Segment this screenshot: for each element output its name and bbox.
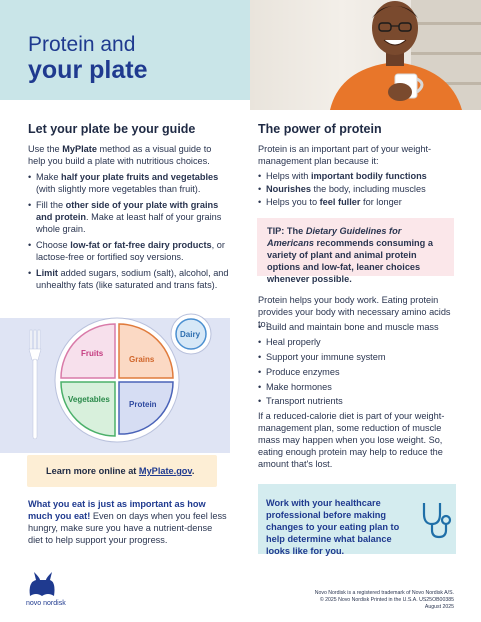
- list-item: [258, 196, 458, 208]
- page-title: [28, 33, 147, 84]
- text-bold: recommends consuming a variety of plant and animal protein options and low-fat, leaner choices whenever possible.: [267, 238, 433, 284]
- work-with-hcp-text: Work with your healthcare professional before making changes to your eating plan to help determine what balance looks like for you.: [266, 498, 400, 556]
- right-intro: Protein is an important part of your weight-management plan because it:: [258, 144, 432, 166]
- fork-icon: [29, 330, 41, 439]
- list-item: [258, 170, 458, 182]
- text-bold: low-fat or fat-free dairy products: [70, 240, 212, 250]
- left-closing: [28, 498, 228, 546]
- text-run: method as a visual guide to help you build a plate with nutritious choices.: [28, 144, 212, 166]
- text-run: . Make at least half of your grains whole grain.: [36, 212, 222, 234]
- protein-label: Protein: [129, 400, 157, 409]
- myplate-bold: MyPlate: [62, 144, 97, 154]
- list-item: • Heal properly: [258, 336, 458, 348]
- hero-photo: [250, 0, 481, 110]
- list-item: • Produce enzymes: [258, 366, 458, 378]
- text-run: Helps you to: [266, 197, 320, 207]
- list-item: [258, 183, 458, 195]
- stethoscope-icon: [418, 500, 454, 540]
- text-bold: Nourishes: [266, 184, 311, 194]
- list-item: [28, 267, 233, 291]
- title-line-1: Protein and: [28, 33, 136, 56]
- legal-line: Novo Nordisk is a registered trademark of Novo Nordisk A/S.: [314, 590, 454, 596]
- text-run: Choose: [36, 240, 71, 250]
- fruits-label: Fruits: [81, 349, 104, 358]
- list-item: • Transport nutrients: [258, 395, 458, 407]
- text-run: Even on days when you feel less hungry, make sure you have a nutrient-dense diet to help support your progress.: [28, 511, 227, 545]
- list-item: [28, 239, 233, 263]
- text-run: Helps with: [266, 171, 311, 181]
- text-run: , or lactose-free or fortified soy versions.: [36, 240, 225, 262]
- brand-wordmark: novo nordisk: [26, 600, 66, 607]
- list-item: • Support your immune system: [258, 351, 458, 363]
- text-run: .: [191, 466, 195, 476]
- list-item: [28, 199, 233, 235]
- text-run: Fill the: [36, 200, 66, 210]
- vegetables-label: Vegetables: [68, 395, 110, 404]
- text-run: the body, including muscles: [310, 184, 426, 194]
- right-closing: If a reduced-calorie diet is part of your weight-management plan, some reduction of muscle mass may happen when you lose weight. So, eating enough protein may help to reduce the amount that's lost.: [258, 411, 445, 469]
- dairy-label: Dairy: [180, 330, 201, 339]
- apis-bull-logo-icon: [26, 568, 56, 600]
- grains-section: [119, 324, 173, 378]
- grains-label: Grains: [129, 355, 155, 364]
- legal-text: [304, 590, 454, 611]
- list-item: • Build and maintain bone and muscle mass: [258, 321, 458, 333]
- closing-bold: What you eat is just as important as how much you eat!: [28, 499, 206, 521]
- text-run: Make: [36, 172, 62, 182]
- text-run: added sugars, sodium (salt), alcohol, and unhealthy fats (like saturated and trans fats).: [36, 268, 229, 290]
- title-line-2: your plate: [28, 56, 148, 84]
- tip-label: TIP:: [267, 226, 285, 236]
- text-bold: Limit: [36, 268, 58, 278]
- right-heading: The power of protein: [258, 122, 382, 136]
- myplate-link[interactable]: MyPlate.gov: [138, 466, 192, 476]
- legal-line: © 2025 Novo Nordisk Printed in the U.S.A. US25OB00385 August 2025: [319, 597, 454, 610]
- vegetables-section: [61, 382, 115, 436]
- text-bold: The: [284, 226, 306, 236]
- text-bold: important bodily functions: [310, 171, 427, 181]
- text-run: for longer: [360, 197, 402, 207]
- person-illustration: [250, 0, 481, 110]
- list-item: • Make hormones: [258, 381, 458, 393]
- learn-more-text: [46, 466, 194, 476]
- right-body-intro: Protein helps your body work. Eating protein provides your body with necessary amino acids to:: [258, 295, 451, 329]
- text-run: Learn more online at: [46, 466, 139, 476]
- myplate-graphic: [18, 302, 218, 452]
- text-bold: feel fuller: [319, 197, 361, 207]
- tip-text: [267, 225, 449, 285]
- text-bold: half your plate fruits and vegetables: [61, 172, 219, 182]
- text-bold: other side of your plate with grains and protein: [36, 200, 219, 222]
- list-item: [28, 171, 228, 195]
- guidelines-italic: Dietary Guidelines for Americans: [267, 226, 402, 248]
- left-heading: Let your plate be your guide: [28, 122, 196, 136]
- text-run: Use the: [28, 144, 63, 154]
- left-intro: [28, 143, 226, 167]
- text-run: (with slightly more vegetables than fruit).: [36, 184, 201, 194]
